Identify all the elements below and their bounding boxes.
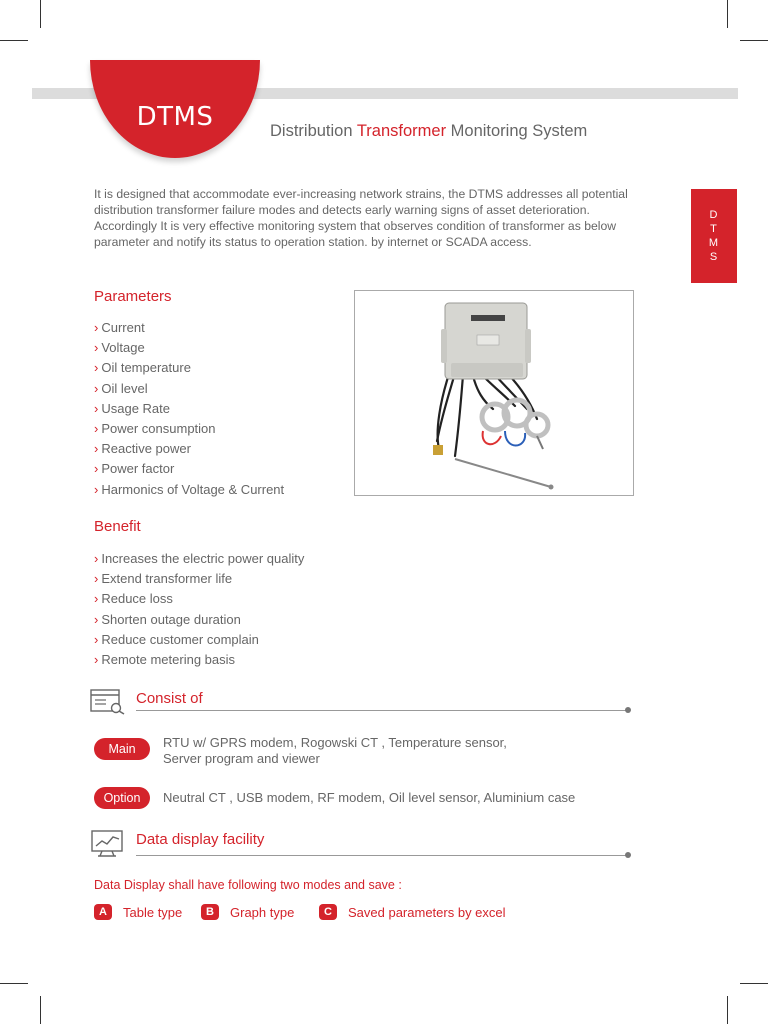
intro-paragraph: It is designed that accommodate ever-increasing network strains, the DTMS addresses all potential distribution transformer failure modes and detects early warning signs of asset deterioration. Accordingly It is very effective monitoring system that observes condition of transformer as below parameter and notify its status to operation station. by internet or SCADA access.: [94, 187, 628, 249]
option-text: Neutral CT , USB modem, RF modem, Oil level sensor, Aluminium case: [163, 790, 576, 805]
crop-mark: [40, 0, 41, 28]
list-item: › Shorten outage duration: [94, 611, 241, 627]
page-subtitle: [270, 122, 587, 141]
crop-mark: [0, 40, 28, 41]
side-tab: [691, 189, 737, 283]
display-intro: Data Display shall have following two modes and save :: [94, 878, 402, 892]
mode-label: Table type: [123, 905, 183, 920]
rtu-device-illustration: [355, 291, 633, 495]
mode-label: Graph type: [230, 905, 295, 920]
list-item: › Current: [94, 320, 145, 335]
list-item: › Harmonics of Voltage & Current: [94, 481, 285, 497]
mode-letter-badge: C: [319, 904, 337, 920]
crop-mark: [740, 40, 768, 41]
crop-mark: [740, 983, 768, 984]
list-item: › Increases the electric power quality: [94, 551, 305, 566]
list-item: › Voltage: [94, 340, 145, 356]
list-item: › Oil level: [94, 380, 148, 396]
side-tab-letter: S: [709, 251, 719, 263]
main-text-line: Server program and viewer: [163, 751, 320, 766]
main-badge: Main: [94, 738, 150, 760]
list-item: › Remote metering basis: [94, 651, 236, 667]
list-item: › Reactive power: [94, 441, 191, 457]
list-item: › Power factor: [94, 461, 175, 477]
benefit-heading: Benefit: [94, 518, 141, 535]
main-text-line: RTU w/ GPRS modem, Rogowski CT , Temperature sensor,: [163, 735, 507, 750]
section-divider: [136, 855, 628, 856]
mode-letter-badge: B: [201, 904, 219, 920]
side-tab-letter: T: [710, 223, 718, 235]
list-item: › Extend transformer life: [94, 571, 233, 587]
parameters-list: [94, 318, 284, 500]
display-heading: Data display facility: [136, 831, 265, 848]
option-badge: Option: [94, 787, 150, 809]
crop-mark: [727, 0, 728, 28]
parameters-heading: Parameters: [94, 288, 172, 305]
list-item: › Reduce customer complain: [94, 631, 259, 647]
side-tab-letter: M: [708, 237, 720, 249]
line-chart-icon: [90, 830, 126, 858]
mode-letter-badge: A: [94, 904, 112, 920]
side-tab-letter: D: [709, 209, 719, 221]
section-divider-dot: [625, 707, 631, 713]
section-divider-dot: [625, 852, 631, 858]
benefit-list: [94, 549, 304, 670]
badge-title: DTMS: [136, 101, 214, 132]
consist-heading: Consist of: [136, 690, 203, 707]
subtitle-part: Distribution: [270, 122, 357, 140]
product-image: [354, 290, 634, 496]
subtitle-part: Monitoring System: [446, 122, 588, 140]
section-divider: [136, 710, 628, 711]
subtitle-part-accent: Transformer: [356, 122, 447, 140]
list-item: › Reduce loss: [94, 591, 173, 607]
list-item: › Power consumption: [94, 420, 216, 436]
crop-mark: [0, 983, 28, 984]
mode-label: Saved parameters by excel: [348, 905, 506, 920]
crop-mark: [727, 996, 728, 1024]
list-item: › Usage Rate: [94, 400, 170, 416]
dtms-badge: [90, 60, 260, 158]
list-item: › Oil temperature: [94, 360, 191, 376]
main-text: [163, 735, 507, 767]
monitor-search-icon: [90, 689, 126, 715]
crop-mark: [40, 996, 41, 1024]
